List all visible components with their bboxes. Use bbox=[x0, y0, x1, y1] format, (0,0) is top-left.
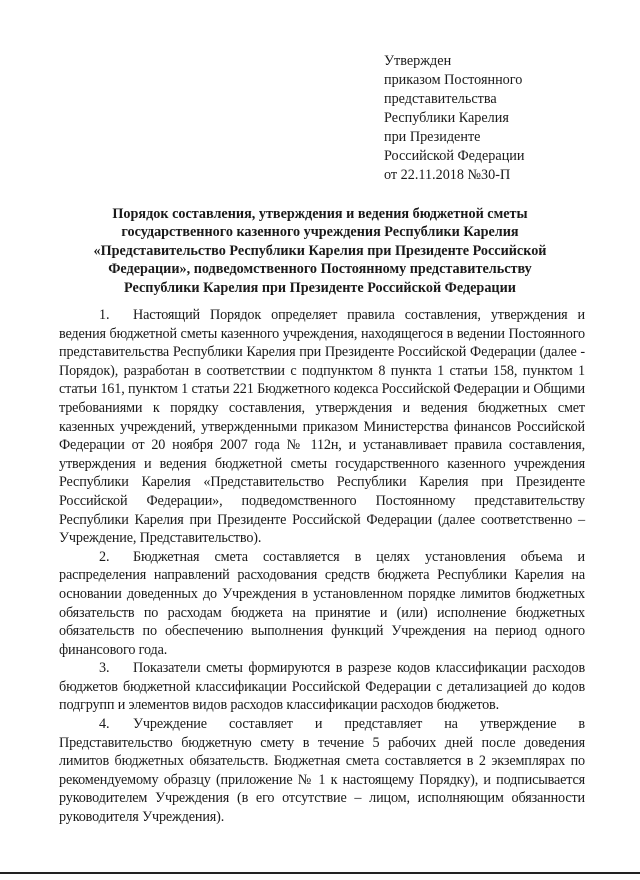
paragraph-2 bbox=[59, 548, 585, 660]
paragraph-text: Настоящий Порядок определяет правила составления, утверждения и ведения бюджетной сметы казенного учреждения, находящегося в ведении Постоянного представительства Республики Карелия при Президенте Российской Федерации (далее - Порядок), разработан в соответствии с подпунктом 8 пункта 1 статьи 158, пунктом 1 статьи 161, пунктом 1 статьи 221 Бюджетного кодекса Российской Федерации и Общими требованиями к порядку составления, утверждения и ведения бюджетных смет казенных учреждений, утвержденными приказом Министерства финансов Российской Федерации от 20 ноября 2007 года № 112н, и устанавливает правила составления, утверждения и ведения бюджетной сметы государственного казенного учреждения Республики Карелия «Представительство Республики Карелия при Президенте Российской Федерации», подведомственного Постоянному представительству Республики Карелия при Президенте Российской Федерации (далее соответственно – Учреждение, Представительство). bbox=[59, 307, 585, 547]
paragraph-3 bbox=[59, 659, 585, 715]
approval-line: представительства bbox=[384, 91, 497, 107]
title-line: Республики Карелия при Президенте Российской Федерации bbox=[124, 279, 516, 296]
paragraph-number: 4. bbox=[99, 716, 110, 733]
document-title bbox=[40, 205, 600, 297]
paragraph-text: Бюджетная смета составляется в целях установления объема и распределения направлений расходования средств бюджета Республики Карелия на основании доведенных до Учреждения в установленном порядке лимитов бюджетных обязательств по расходам бюджета на принятие и (или) исполнение бюджетных обязательств по обеспечению выполнения функций Учреждения на период одного финансового года. bbox=[59, 548, 585, 658]
approval-stamp bbox=[384, 52, 614, 185]
scan-edge-divider bbox=[0, 872, 640, 874]
paragraph-1 bbox=[59, 306, 585, 548]
paragraph-number: 3. bbox=[99, 660, 110, 677]
approval-line: приказом Постоянного bbox=[384, 72, 523, 88]
paragraph-4 bbox=[59, 715, 585, 827]
title-line: Федерации», подведомственного Постоянному представительству bbox=[108, 261, 532, 278]
approval-line: от 22.11.2018 №30-П bbox=[384, 167, 511, 183]
paragraph-text: Учреждение составляет и представляет на утверждение в Представительство бюджетную смету в течение 5 рабочих дней после доведения лимитов бюджетных обязательств. Бюджетная смета составляется в 2 экземплярах по рекомендуемому образцу (приложение № 1 к настоящему Порядку), и подписывается руководителем Учреждения (в его отсутствие – лицом, исполняющим обязанности руководителя Учреждения). bbox=[59, 716, 585, 826]
title-line: государственного казенного учреждения Республики Карелия bbox=[121, 224, 519, 241]
paragraph-number: 2. bbox=[99, 548, 110, 565]
paragraph-text: Показатели сметы формируются в разрезе кодов классификации расходов бюджетов бюджетной классификации Российской Федерации с детализацией до кодов подгрупп и элементов видов расходов классификации расходов бюджетов. bbox=[59, 660, 585, 714]
approval-line: Утвержден bbox=[384, 53, 452, 69]
document-body bbox=[59, 306, 585, 827]
title-line: «Представительство Республики Карелия при Президенте Российской bbox=[93, 242, 547, 259]
approval-line: при Президенте bbox=[384, 129, 481, 145]
approval-line: Российской Федерации bbox=[384, 148, 525, 164]
paragraph-number: 1. bbox=[99, 307, 110, 323]
approval-line: Республики Карелия bbox=[384, 110, 509, 126]
title-line: Порядок составления, утверждения и ведения бюджетной сметы bbox=[112, 206, 528, 222]
